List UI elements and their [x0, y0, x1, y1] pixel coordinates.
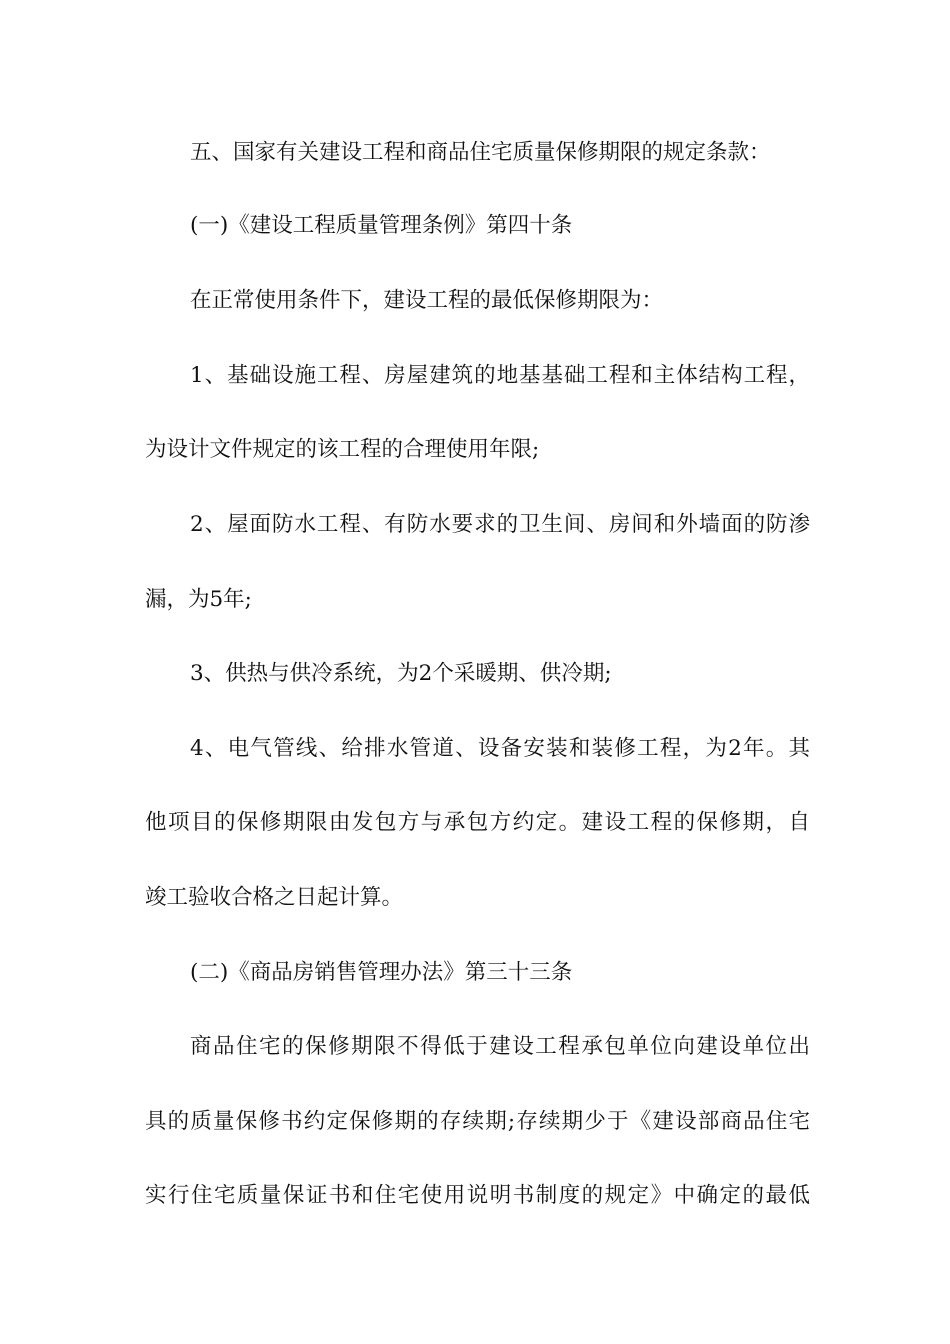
paragraph-line: 4、电气管线、给排水管道、设备安装和装修工程，为2年。其: [190, 736, 810, 761]
clause-heading: (一)《建设工程质量管理条例》第四十条: [190, 213, 573, 238]
paragraph-line: 竣工验收合格之日起计算。: [145, 885, 404, 910]
paragraph-line: 他项目的保修期限由发包方与承包方约定。建设工程的保修期，自: [145, 810, 810, 835]
paragraph-line: 在正常使用条件下，建设工程的最低保修期限为：: [190, 288, 664, 313]
paragraph-line: 1、基础设施工程、房屋建筑的地基基础工程和主体结构工程，: [190, 363, 810, 388]
clause-heading: (二)《商品房销售管理办法》第三十三条: [190, 960, 573, 985]
paragraph-line: 实行住宅质量保证书和住宅使用说明书制度的规定》中确定的最低: [145, 1183, 810, 1208]
paragraph-line: 为设计文件规定的该工程的合理使用年限;: [145, 437, 540, 462]
paragraph-line: 漏，为5年;: [145, 587, 252, 612]
paragraph-line: 3、供热与供冷系统，为2个采暖期、供冷期;: [190, 661, 612, 686]
paragraph-line: 商品住宅的保修期限不得低于建设工程承包单位向建设单位出: [190, 1034, 810, 1059]
paragraph-line: 2、屋面防水工程、有防水要求的卫生间、房间和外墙面的防渗: [190, 512, 810, 537]
paragraph-line: 具的质量保修书约定保修期的存续期;存续期少于《建设部商品住宅: [145, 1109, 810, 1134]
section-heading: 五、国家有关建设工程和商品住宅质量保修期限的规定条款：: [190, 140, 771, 165]
